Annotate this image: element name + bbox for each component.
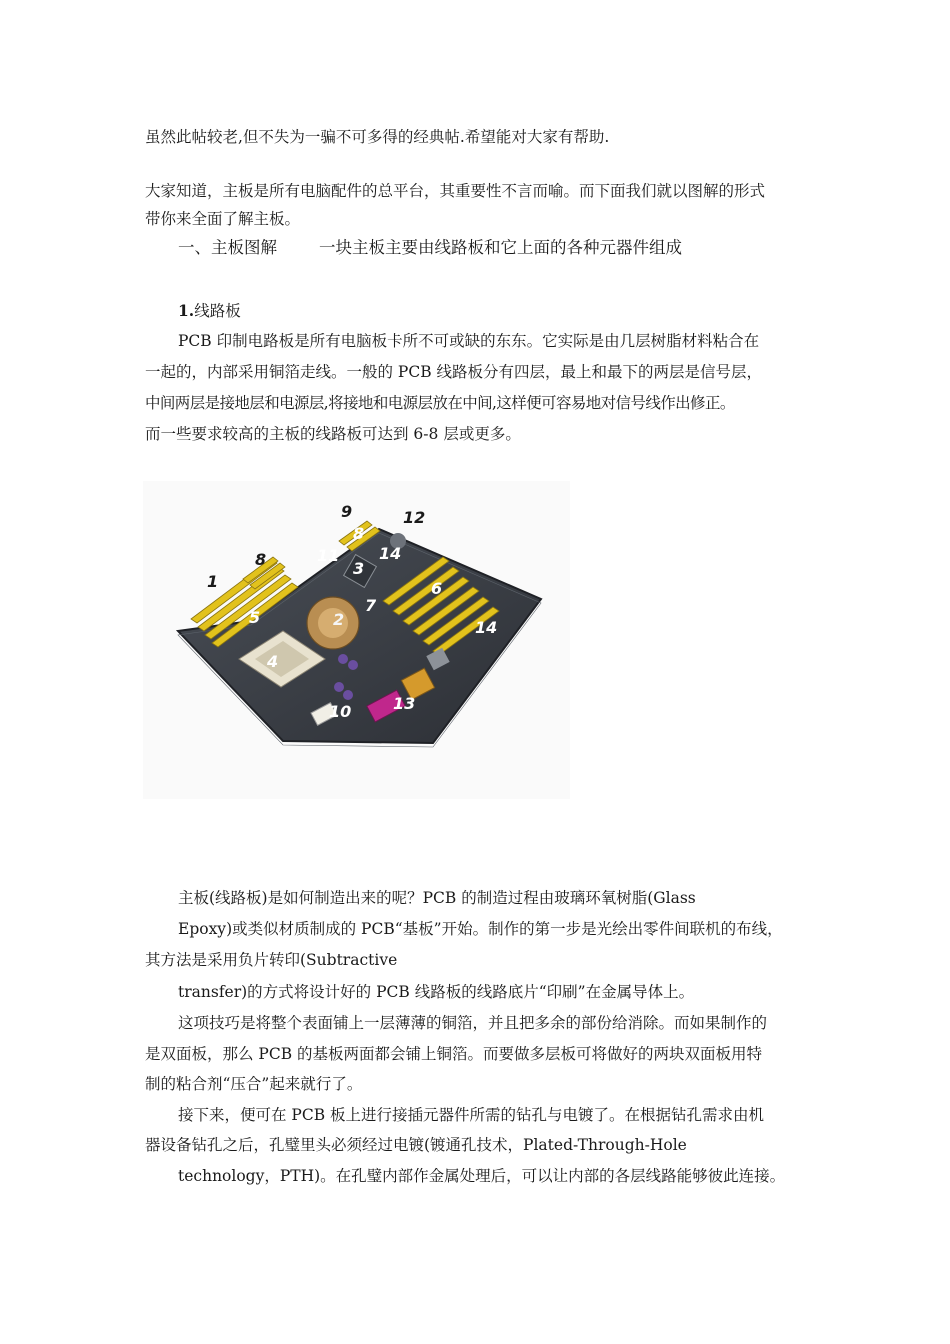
label-14a: 14: [379, 544, 402, 563]
para-copper-line1: 这项技巧是将整个表面铺上一层薄薄的铜箔，并且把多余的部份给消除。而如果制作的: [178, 1014, 768, 1032]
label-11: 11: [317, 546, 340, 565]
para-copper-line2: 是双面板，那么 PCB 的基板两面都会铺上铜箔。而要做多层板可将做好的两块双面板用特: [145, 1045, 763, 1063]
label-6: 6: [431, 579, 443, 598]
para-drill-line2: 器设备钻孔之后，孔璧里头必须经过电镀(镀通孔技术，Plated-Through-Hole: [145, 1136, 687, 1154]
label-1: 1: [207, 572, 219, 591]
label-3: 3: [353, 559, 365, 578]
para-make-line4: transfer)的方式将设计好的 PCB 线路板的线路底片“印刷”在金属导体上。: [178, 983, 695, 1001]
label-8b: 8: [353, 524, 365, 543]
para-make-line2: Epoxy)或类似材质制成的 PCB“基板”开始。制作的第一步是光绘出零件间联机的布线，: [178, 920, 783, 938]
para-intro-line2: 带你来全面了解主板。: [145, 210, 301, 228]
motherboard-figure: [143, 481, 570, 799]
label-10: 10: [329, 702, 352, 721]
para-drill-line3: technology，PTH)。在孔璧内部作金属处理后，可以让内部的各层线路能够彼此连接。: [178, 1167, 786, 1185]
para-make-line3: 其方法是采用负片转印(Subtractive: [145, 951, 398, 969]
label-13: 13: [393, 694, 416, 713]
label-12: 12: [403, 508, 426, 527]
motherboard-illustration: [143, 481, 570, 799]
label-14b: 14: [475, 618, 498, 637]
label-7: 7: [365, 596, 377, 615]
label-5: 5: [249, 608, 261, 627]
intro-note: 虽然此帖较老,但不失为一骗不可多得的经典帖.希望能对大家有帮助.: [145, 128, 610, 146]
subsection-number: 1.: [178, 301, 195, 320]
para-copper-line3: 制的粘合剂“压合”起来就行了。: [145, 1075, 363, 1093]
para-drill-line1: 接下来，便可在 PCB 板上进行接插元器件所需的钻孔与电镀了。在根据钻孔需求由机: [178, 1106, 765, 1124]
label-9: 9: [341, 502, 353, 521]
subsection-heading: [178, 301, 843, 321]
para-pcb-line1: PCB 印制电路板是所有电脑板卡所不可或缺的东东。它实际是由几层树脂材料粘合在: [178, 332, 760, 350]
para-pcb-line4: 而一些要求较高的主板的线路板可达到 6-8 层或更多。: [145, 425, 521, 443]
para-pcb-line2: 一起的，内部采用铜箔走线。一般的 PCB 线路板分有四层，最上和最下的两层是信号层，: [145, 363, 763, 381]
label-2: 2: [333, 610, 345, 629]
label-4: 4: [267, 652, 279, 671]
para-make-line1: 主板(线路板)是如何制造出来的呢？PCB 的制造过程由玻璃环氧树脂(Glass: [178, 889, 696, 907]
subsection-title: 线路板: [194, 302, 241, 320]
section-heading: 一、主板图解 一块主板主要由线路板和它上面的各种元器件组成: [178, 238, 682, 257]
para-pcb-line3: 中间两层是接地层和电源层,将接地和电源层放在中间,这样便可容易地对信号线作出修正。: [145, 394, 735, 412]
label-8a: 8: [255, 550, 267, 569]
para-intro-line1: 大家知道，主板是所有电脑配件的总平台，其重要性不言而喻。而下面我们就以图解的形式: [145, 182, 766, 200]
